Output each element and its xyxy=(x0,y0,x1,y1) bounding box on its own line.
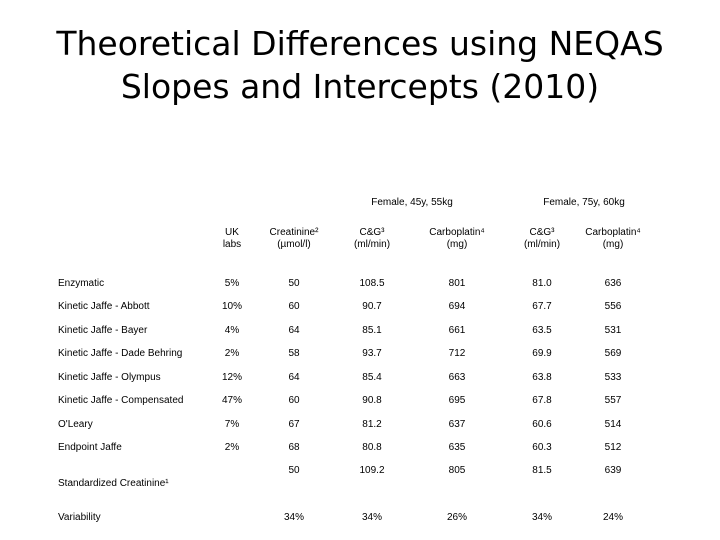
table-cell: 58 xyxy=(288,348,300,359)
table-cell: 4% xyxy=(224,325,240,336)
table-cell: 90.7 xyxy=(362,301,382,312)
variability-cell: 34% xyxy=(361,512,382,523)
table-cell: 69.9 xyxy=(532,348,552,359)
table-cell: 512 xyxy=(604,442,622,453)
table-cell: 7% xyxy=(224,419,240,430)
column-header-line-2: (µmol/l) xyxy=(277,239,311,250)
table-cell: 5% xyxy=(224,278,240,289)
column-header-line-2: (ml/min) xyxy=(523,239,561,250)
table-cell: 801 xyxy=(448,278,466,289)
column-header-line-1: Carboplatin⁴ xyxy=(429,227,485,238)
table-cell: 12% xyxy=(221,372,242,383)
table-cell: 108.5 xyxy=(359,278,385,289)
row-label: Kinetic Jaffe - Bayer xyxy=(58,325,148,336)
table-cell: 63.8 xyxy=(532,372,552,383)
variability-cell: 34% xyxy=(531,512,552,523)
table-cell: 2% xyxy=(224,442,240,453)
column-header-line-2: (ml/min) xyxy=(353,239,391,250)
column-header-line-1: C&G³ xyxy=(529,227,555,238)
table-cell: 63.5 xyxy=(532,325,552,336)
row-label: Kinetic Jaffe - Compensated xyxy=(58,395,184,406)
table-cell: 635 xyxy=(448,442,466,453)
column-header-2 xyxy=(254,227,334,251)
column-header-line-1: Carboplatin⁴ xyxy=(585,227,641,238)
column-header-4 xyxy=(417,227,497,251)
row-label: Kinetic Jaffe - Abbott xyxy=(58,301,150,312)
table-cell: 60.6 xyxy=(532,419,552,430)
column-header-line-1: Creatinine² xyxy=(269,227,319,238)
table-cell: 60.3 xyxy=(532,442,552,453)
table-cell: 64 xyxy=(288,325,300,336)
table-cell: 2% xyxy=(224,348,240,359)
table-cell: 637 xyxy=(448,419,466,430)
table-cell: 695 xyxy=(448,395,466,406)
table-cell: 85.4 xyxy=(362,372,382,383)
table-cell: 93.7 xyxy=(362,348,382,359)
variability-cell: 26% xyxy=(446,512,467,523)
table-cell: 67 xyxy=(288,419,300,430)
row-label: Kinetic Jaffe - Olympus xyxy=(58,372,161,383)
column-header-line-2: (mg) xyxy=(446,239,468,250)
column-header-line-2: labs xyxy=(222,239,242,250)
column-header-3 xyxy=(332,227,412,251)
table-cell: 533 xyxy=(604,372,622,383)
table-cell: 80.8 xyxy=(362,442,382,453)
table-cell: 712 xyxy=(448,348,466,359)
column-header-6 xyxy=(573,227,653,251)
table-cell: 67.8 xyxy=(532,395,552,406)
row-label: Kinetic Jaffe - Dade Behring xyxy=(58,348,183,359)
variability-cell: 34% xyxy=(283,512,304,523)
title-line-2: Slopes and Intercepts (2010) xyxy=(120,67,600,106)
table-cell: 68 xyxy=(288,442,300,453)
table-cell: 531 xyxy=(604,325,622,336)
table-cell: 557 xyxy=(604,395,622,406)
table-cell: 85.1 xyxy=(362,325,382,336)
row-label: O'Leary xyxy=(58,419,93,430)
standardized-cell: 109.2 xyxy=(359,465,385,476)
column-header-line-1: UK xyxy=(225,227,239,238)
column-header-line-2: (mg) xyxy=(602,239,624,250)
table-cell: 663 xyxy=(448,372,466,383)
slide-title xyxy=(0,22,720,108)
table-cell: 636 xyxy=(604,278,622,289)
table-cell: 50 xyxy=(288,278,300,289)
row-label: Enzymatic xyxy=(58,278,105,289)
column-header-5 xyxy=(502,227,582,251)
table-cell: 64 xyxy=(288,372,300,383)
standardized-label: Standardized Creatinine¹ xyxy=(58,478,169,489)
title-line-1: Theoretical Differences using NEQAS xyxy=(56,24,664,63)
table-cell: 569 xyxy=(604,348,622,359)
table-cell: 67.7 xyxy=(532,301,552,312)
group-header-1: Female, 45y, 55kg xyxy=(371,197,453,208)
variability-cell: 24% xyxy=(602,512,623,523)
table-cell: 81.2 xyxy=(362,419,382,430)
table-cell: 694 xyxy=(448,301,466,312)
table-cell: 556 xyxy=(604,301,622,312)
standardized-cell: 639 xyxy=(604,465,622,476)
column-header-line-1: C&G³ xyxy=(359,227,385,238)
table-cell: 47% xyxy=(221,395,242,406)
table-cell: 60 xyxy=(288,395,300,406)
standardized-cell: 81.5 xyxy=(532,465,552,476)
table-cell: 60 xyxy=(288,301,300,312)
standardized-cell: 805 xyxy=(448,465,466,476)
table-cell: 90.8 xyxy=(362,395,382,406)
group-header-2: Female, 75y, 60kg xyxy=(543,197,625,208)
variability-label: Variability xyxy=(58,512,101,523)
row-label: Endpoint Jaffe xyxy=(58,442,122,453)
table-cell: 81.0 xyxy=(532,278,552,289)
table-cell: 10% xyxy=(221,301,242,312)
standardized-cell: 50 xyxy=(288,465,300,476)
table-cell: 661 xyxy=(448,325,466,336)
table-cell: 514 xyxy=(604,419,622,430)
